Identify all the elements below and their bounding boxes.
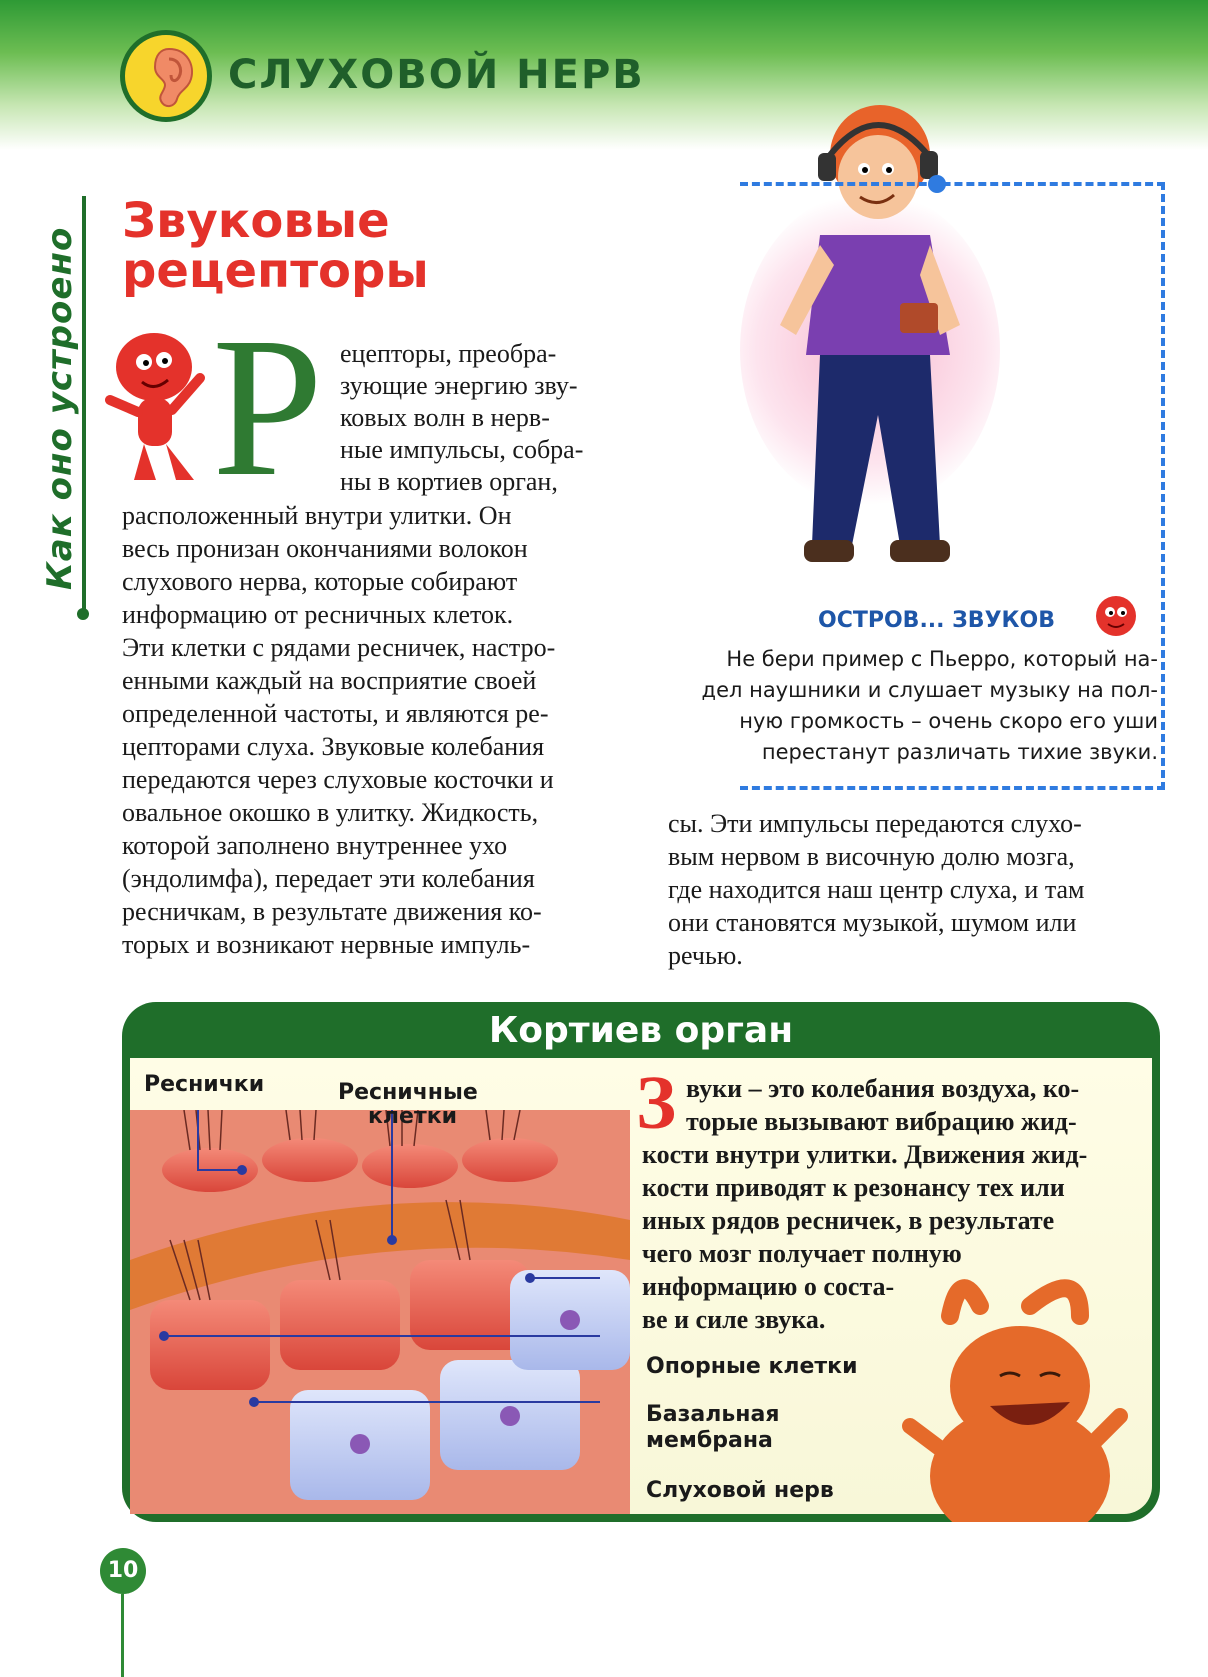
panel-line: ве и силе звука.: [642, 1305, 826, 1334]
tip-line: ную громкость – очень скоро его уши: [739, 709, 1158, 733]
tip-title: ОСТРОВ... ЗВУКОВ: [818, 608, 1055, 633]
article-line: ецепторы, преобра-: [340, 339, 557, 368]
label-auditory-nerve: Слуховой нерв: [646, 1478, 834, 1503]
article-line: которой заполнено внутреннее ухо: [122, 831, 508, 860]
article-line: сы. Эти импульсы передаются слухо-: [668, 809, 1082, 838]
article-line: ные импульсы, собра-: [340, 435, 584, 464]
label-cilia: Реснички: [144, 1072, 265, 1097]
article-line: енными каждый на восприятие своей: [122, 666, 537, 695]
article-line: где находится наш центр слуха, и там: [668, 875, 1085, 904]
panel-line: иных рядов ресничек, в результате: [642, 1206, 1055, 1235]
tip-line: дел наушники и слушает музыку на пол-: [701, 678, 1158, 702]
label-basilar-membrane-line-1: Базальная: [646, 1402, 780, 1427]
panel-title: Кортиев орган: [488, 1010, 794, 1051]
article-line: зующие энергию зву-: [340, 371, 578, 400]
article-line: определенной частоты, и являются ре-: [122, 699, 549, 728]
section-label: Как оно устроено: [40, 226, 80, 590]
article-line: цепторами слуха. Звуковые колебания: [122, 732, 545, 761]
article-line: расположенный внутри улитки. Он: [122, 501, 512, 530]
article-line: речью.: [668, 941, 743, 970]
panel-dropcap: З: [636, 1061, 677, 1145]
label-basilar-membrane-line-2: мембрана: [646, 1428, 773, 1453]
article-title-line-2: рецепторы: [122, 243, 429, 299]
panel-line: информацию о соста-: [642, 1272, 895, 1301]
article-line: информацию от ресничных клеток.: [122, 600, 514, 629]
article-line: торых и возникают нервные импуль-: [122, 930, 531, 959]
panel-line: чего мозг получает полную: [642, 1239, 962, 1268]
section-rule-dot: [77, 608, 89, 620]
red-mascot-illustration: [104, 312, 214, 492]
label-hair-cells-line-2: клетки: [368, 1104, 458, 1129]
red-mascot-small-icon: [1090, 588, 1146, 642]
panel-line: кости внутри улитки. Движения жид-: [642, 1140, 1088, 1169]
page-number: 10: [100, 1548, 146, 1594]
tip-line: перестанут различать тихие звуки.: [761, 740, 1158, 764]
label-supporting-cells: Опорные клетки: [646, 1354, 858, 1379]
label-hair-cells-line-1: Ресничные: [338, 1080, 478, 1105]
orange-rabbit-mascot-illustration: [890, 1276, 1152, 1522]
article-line: передаются через слуховые косточки и: [122, 765, 554, 794]
corti-organ-illustration: [130, 1110, 630, 1514]
page-header-title: СЛУХОВОЙ НЕРВ: [228, 52, 645, 98]
article-dropcap: Р: [212, 297, 324, 518]
article-line: Эти клетки с рядами ресничек, настро-: [122, 633, 556, 662]
article-line: слухового нерва, которые собирают: [122, 567, 518, 596]
tip-line: Не бери пример с Пьерро, который на-: [726, 647, 1158, 671]
ear-icon: [120, 30, 212, 122]
article-line: ковых волн в нерв-: [340, 403, 550, 432]
article-line: (эндолимфа), передает эти колебания: [122, 864, 535, 893]
panel-line: кости приводят к резонансу тех или: [642, 1173, 1065, 1202]
article-title-line-1: Звуковые: [122, 193, 390, 249]
page-number-rule: [121, 1594, 124, 1677]
article-line: они становятся музыкой, шумом или: [668, 908, 1077, 937]
article-line: овальное окошко в улитку. Жидкость,: [122, 798, 539, 827]
section-rule: [82, 196, 86, 616]
article-line: ресничкам, в результате движения ко-: [122, 897, 542, 926]
panel-line: торые вызывают вибрацию жид-: [686, 1107, 1077, 1136]
article-line: вым нервом в височную долю мозга,: [668, 842, 1075, 871]
panel-line: вуки – это колебания воздуха, ко-: [686, 1074, 1080, 1103]
article-line: весь пронизан окончаниями волокон: [122, 534, 528, 563]
headphone-cable-dot: [928, 175, 946, 193]
article-title: [122, 193, 429, 299]
article-line: ны в кортиев орган,: [340, 467, 558, 496]
